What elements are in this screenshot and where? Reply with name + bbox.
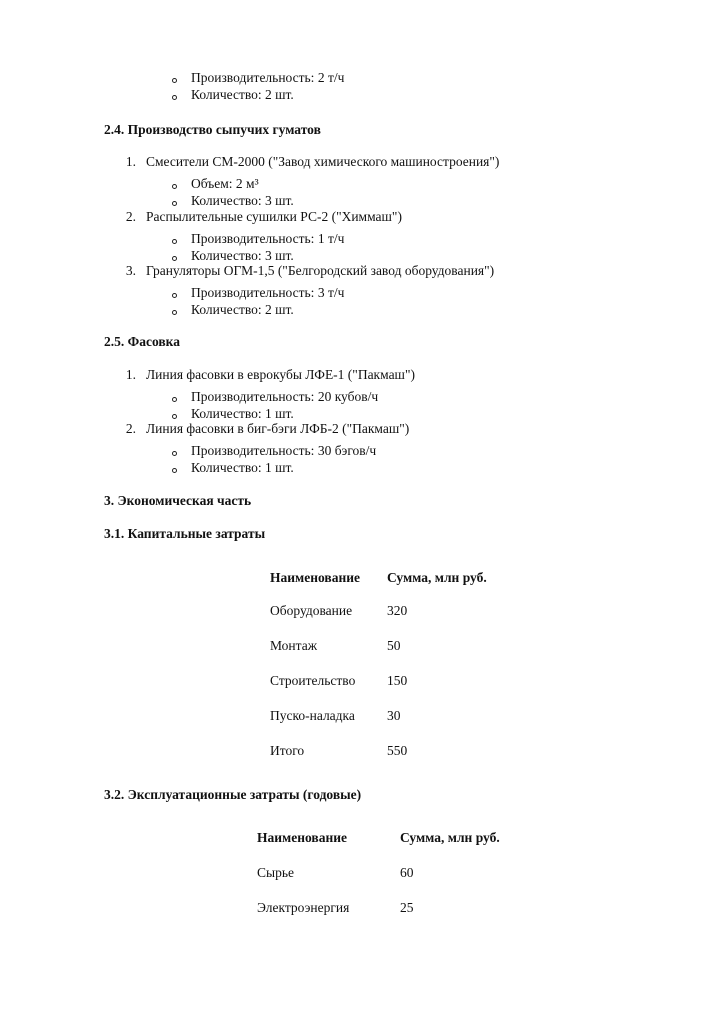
table-cell-value: 25 xyxy=(400,900,414,915)
table-cell-value: 320 xyxy=(387,603,408,618)
table-cell-value: 550 xyxy=(387,743,408,758)
table-cell-name: Оборудование xyxy=(270,603,353,618)
table-cell-name: Строительство xyxy=(270,673,356,688)
list-item: Смесители СМ-2000 ("Завод химического машиностроения") xyxy=(146,154,500,169)
list-subitem: Количество: 1 шт. xyxy=(191,406,294,421)
list-subitem: Производительность: 30 бэгов/ч xyxy=(191,443,377,458)
table-header-sum: Сумма, млн руб. xyxy=(400,830,500,845)
table-header-name: Наименование xyxy=(270,570,360,585)
section-heading-3-2: 3.2. Эксплуатационные затраты (годовые) xyxy=(104,787,362,802)
bullet-icon xyxy=(172,201,177,206)
section-heading-2-5: 2.5. Фасовка xyxy=(104,334,180,349)
section-heading-3-1: 3.1. Капитальные затраты xyxy=(104,526,266,541)
bullet-icon xyxy=(172,397,177,402)
bullet-icon xyxy=(172,184,177,189)
list-item: Линия фасовки в биг-бэги ЛФБ-2 ("Пакмаш") xyxy=(146,421,410,436)
list-subitem: Количество: 3 шт. xyxy=(191,248,294,263)
list-number: 3. xyxy=(125,263,136,278)
list-subitem: Количество: 2 шт. xyxy=(191,302,294,317)
bullet-icon xyxy=(172,451,177,456)
table-cell-name: Сырье xyxy=(257,865,294,880)
list-subitem: Объем: 2 м³ xyxy=(191,176,259,191)
table-header-sum: Сумма, млн руб. xyxy=(387,570,487,585)
list-number: 2. xyxy=(125,209,136,224)
table-cell-name: Монтаж xyxy=(270,638,318,653)
table-cell-value: 60 xyxy=(400,865,414,880)
list-subitem: Количество: 1 шт. xyxy=(191,460,294,475)
list-number: 1. xyxy=(125,367,136,382)
bullet-icon xyxy=(172,310,177,315)
list-item: Количество: 2 шт. xyxy=(191,87,294,102)
table-cell-value: 150 xyxy=(387,673,408,688)
table-cell-value: 50 xyxy=(387,638,401,653)
bullet-icon xyxy=(172,293,177,298)
list-item: Грануляторы ОГМ-1,5 ("Белгородский завод оборудования") xyxy=(146,263,495,278)
section-heading-2-4: 2.4. Производство сыпучих гуматов xyxy=(104,122,321,137)
bullet-icon xyxy=(172,78,177,83)
list-item: Распылительные сушилки РС-2 ("Химмаш") xyxy=(146,209,402,224)
table-cell-name: Электроэнергия xyxy=(257,900,350,915)
list-item: Линия фасовки в еврокубы ЛФЕ-1 ("Пакмаш") xyxy=(146,367,415,382)
table-cell-value: 30 xyxy=(387,708,401,723)
bullet-icon xyxy=(172,256,177,261)
list-subitem: Производительность: 20 кубов/ч xyxy=(191,389,379,404)
bullet-icon xyxy=(172,95,177,100)
table-header-name: Наименование xyxy=(257,830,347,845)
list-subitem: Количество: 3 шт. xyxy=(191,193,294,208)
bullet-icon xyxy=(172,239,177,244)
list-number: 1. xyxy=(125,154,136,169)
bullet-icon xyxy=(172,468,177,473)
list-number: 2. xyxy=(125,421,136,436)
list-subitem: Производительность: 3 т/ч xyxy=(191,285,345,300)
table-cell-name: Пуско-наладка xyxy=(270,708,355,723)
list-subitem: Производительность: 1 т/ч xyxy=(191,231,345,246)
bullet-icon xyxy=(172,414,177,419)
table-cell-name: Итого xyxy=(270,743,305,758)
section-heading-3: 3. Экономическая часть xyxy=(104,493,252,508)
list-item: Производительность: 2 т/ч xyxy=(191,70,345,85)
